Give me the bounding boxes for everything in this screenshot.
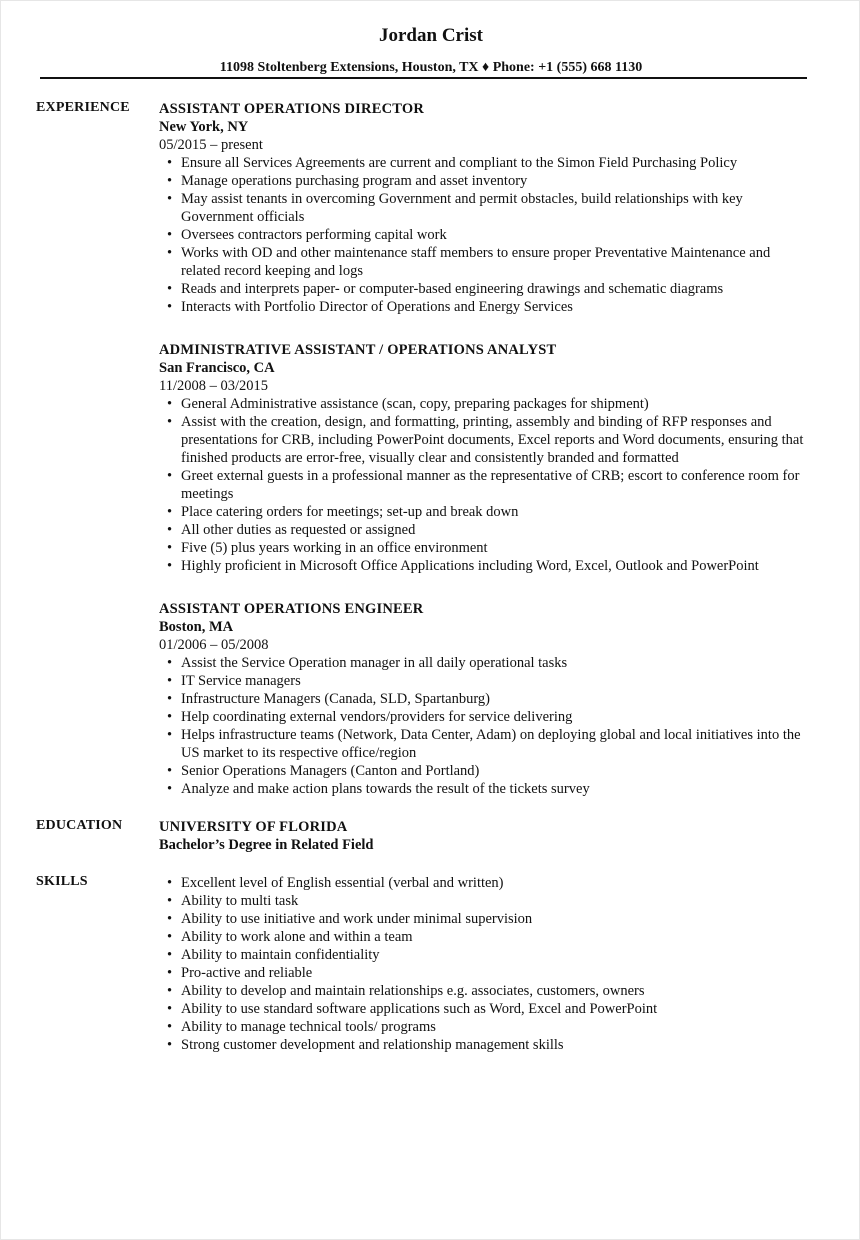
skill-item: • Ability to develop and maintain relationships e.g. associates, customers, owners <box>159 982 809 1000</box>
skill-item: • Ability to multi task <box>159 892 809 910</box>
skill-item: • Ability to use initiative and work under minimal supervision <box>159 910 809 928</box>
job-bullet: • Reads and interprets paper- or computer-based engineering drawings and schematic diagrams <box>159 280 809 298</box>
job-entry <box>159 600 809 798</box>
experience-list <box>159 100 809 823</box>
job-dates: 11/2008 – 03/2015 <box>159 378 269 394</box>
experience-heading: EXPERIENCE <box>36 100 130 115</box>
degree: Bachelor’s Degree in Related Field <box>159 837 374 853</box>
job-bullet: • Works with OD and other maintenance staff members to ensure proper Preventative Maintenance and related record keeping and logs <box>159 244 809 280</box>
job-bullets <box>159 154 809 316</box>
job-bullet: • Manage operations purchasing program and asset inventory <box>159 172 809 190</box>
job-entry <box>159 100 809 316</box>
job-bullet: • Interacts with Portfolio Director of Operations and Energy Services <box>159 298 809 316</box>
job-title: ASSISTANT OPERATIONS ENGINEER <box>159 601 424 617</box>
skill-item: • Pro-active and reliable <box>159 964 809 982</box>
school-name: UNIVERSITY OF FLORIDA <box>159 819 348 835</box>
skill-item: • Excellent level of English essential (verbal and written) <box>159 874 809 892</box>
job-title: ASSISTANT OPERATIONS DIRECTOR <box>159 101 424 117</box>
job-location: San Francisco, CA <box>159 360 275 376</box>
job-bullet: • Ensure all Services Agreements are current and compliant to the Simon Field Purchasing Policy <box>159 154 809 172</box>
job-bullet: • Place catering orders for meetings; set-up and break down <box>159 503 809 521</box>
job-entry <box>159 341 809 575</box>
skills-list <box>159 874 809 1054</box>
skill-item: • Ability to work alone and within a team <box>159 928 809 946</box>
skill-item: • Ability to maintain confidentiality <box>159 946 809 964</box>
job-location: Boston, MA <box>159 619 234 635</box>
job-bullet: • Assist with the creation, design, and formatting, printing, assembly and binding of RFP responses and presentations for CRB, including PowerPoint documents, Excel reports and Word documents, ensuring that finished products are error-free, visually clear and consistently branded and formatted <box>159 413 809 467</box>
job-bullet: • Senior Operations Managers (Canton and Portland) <box>159 762 809 780</box>
job-bullet: • Helps infrastructure teams (Network, Data Center, Adam) on deploying global and local initiatives into the US market to its respective office/region <box>159 726 809 762</box>
contact-line: 11098 Stoltenberg Extensions, Houston, TX ♦ Phone: +1 (555) 668 1130 <box>219 60 643 75</box>
candidate-name: Jordan Crist <box>379 25 483 46</box>
education-heading: EDUCATION <box>36 818 123 833</box>
job-bullets <box>159 395 809 575</box>
job-bullet: • General Administrative assistance (scan, copy, preparing packages for shipment) <box>159 395 809 413</box>
job-title: ADMINISTRATIVE ASSISTANT / OPERATIONS ANALYST <box>159 342 557 358</box>
skill-item: • Ability to manage technical tools/ programs <box>159 1018 809 1036</box>
job-bullet: • Infrastructure Managers (Canada, SLD, Spartanburg) <box>159 690 809 708</box>
skills-heading: SKILLS <box>36 874 88 889</box>
skill-item: • Ability to use standard software applications such as Word, Excel and PowerPoint <box>159 1000 809 1018</box>
skills-bullets <box>159 874 809 1054</box>
job-bullet: • Highly proficient in Microsoft Office Applications including Word, Excel, Outlook and PowerPoint <box>159 557 809 575</box>
job-location: New York, NY <box>159 119 249 135</box>
job-bullet: • Help coordinating external vendors/providers for service delivering <box>159 708 809 726</box>
header-divider <box>40 77 807 79</box>
job-bullet: • Assist the Service Operation manager in all daily operational tasks <box>159 654 809 672</box>
job-bullet: • Oversees contractors performing capital work <box>159 226 809 244</box>
job-bullet: • Greet external guests in a professional manner as the representative of CRB; escort to conference room for meetings <box>159 467 809 503</box>
job-bullet: • Analyze and make action plans towards the result of the tickets survey <box>159 780 809 798</box>
job-bullets <box>159 654 809 798</box>
job-bullet: • May assist tenants in overcoming Government and permit obstacles, build relationships with key Government officials <box>159 190 809 226</box>
job-dates: 05/2015 – present <box>159 137 263 153</box>
education-entry <box>159 818 809 854</box>
skill-item: • Strong customer development and relationship management skills <box>159 1036 809 1054</box>
job-bullet: • Five (5) plus years working in an office environment <box>159 539 809 557</box>
job-bullet: • IT Service managers <box>159 672 809 690</box>
job-dates: 01/2006 – 05/2008 <box>159 637 269 653</box>
job-bullet: • All other duties as requested or assigned <box>159 521 809 539</box>
